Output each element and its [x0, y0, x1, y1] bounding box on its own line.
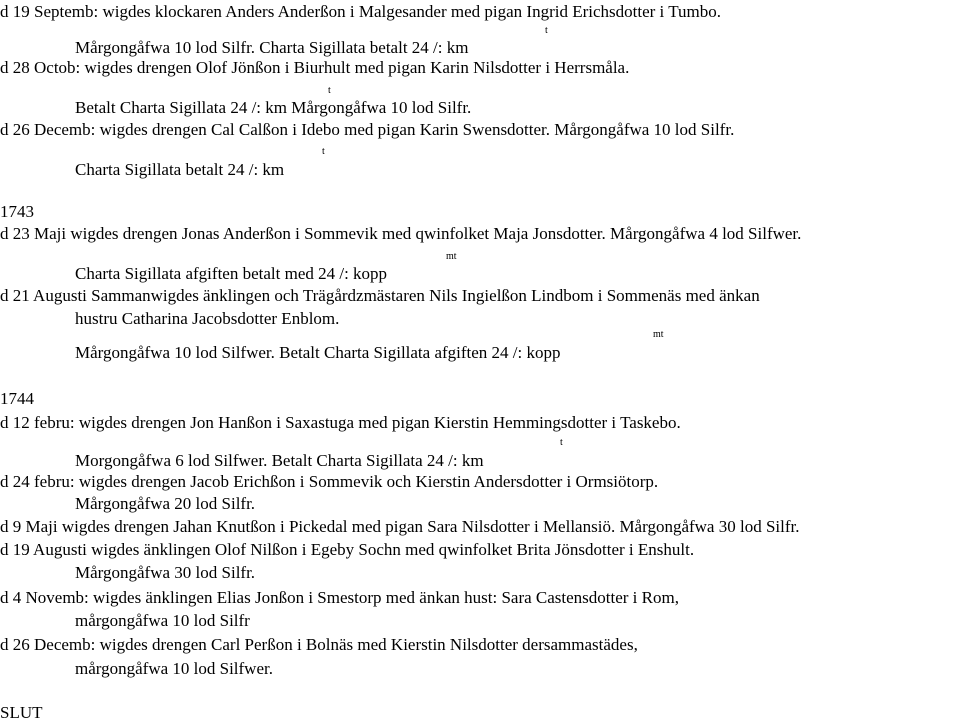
entry-text: Morgongåfwa 6 lod Silfwer. Betalt Charta Sigillata 24 /: km	[75, 451, 484, 470]
entry-line: d 19 Septemb: wigdes klockaren Anders Anderßon i Malgesander med pigan Ingrid Erichsdotter i Tumbo.	[0, 2, 721, 21]
entry-line: d 19 Augusti wigdes änklingen Olof Nilßon i Egeby Sochn med qwinfolket Brita Jönsdotter i Enshult.	[0, 540, 695, 559]
superscript: mt	[653, 329, 664, 340]
superscript: t	[322, 146, 325, 157]
entry-line: d 28 Octob: wigdes drengen Olof Jönßon i Biurhult med pigan Karin Nilsdotter i Herrsmåla.	[0, 58, 630, 77]
entry-line: Mårgongåfwa 20 lod Silfr.	[75, 494, 256, 513]
entry-line: d 26 Decemb: wigdes drengen Cal Calßon i Idebo med pigan Karin Swensdotter. Mårgongåfwa 10 lod Silfr.	[0, 120, 735, 139]
entry-line: d 24 febru: wigdes drengen Jacob Erichßon i Sommevik och Kierstin Andersdotter i Ormsiötorp.	[0, 472, 659, 491]
entry-line: d 23 Maji wigdes drengen Jonas Anderßon i Sommevik med qwinfolket Maja Jonsdotter. Mårgongåfwa 4 lod Silfwer.	[0, 224, 802, 243]
superscript: t	[545, 25, 548, 36]
entry-line	[75, 25, 548, 58]
superscript: mt	[446, 251, 457, 262]
entry-line	[75, 146, 325, 180]
entry-text: Mårgongåfwa 10 lod Silfwer. Betalt Charta Sigillata afgiften 24 /: kopp	[75, 343, 561, 362]
end-marker: SLUT	[0, 703, 43, 722]
entry-line: mårgongåfwa 10 lod Silfr	[75, 611, 250, 630]
year-heading: 1743	[0, 202, 34, 221]
entry-line	[75, 329, 664, 363]
superscript: t	[560, 437, 563, 448]
entry-line	[75, 251, 457, 284]
entry-line: d 9 Maji wigdes drengen Jahan Knutßon i Pickedal med pigan Sara Nilsdotter i Mellansiö. Mårgongåfwa 30 lod Silfr.	[0, 517, 800, 536]
entry-text: Charta Sigillata afgiften betalt med 24 /: kopp	[75, 264, 388, 283]
entry-line: hustru Catharina Jacobsdotter Enblom.	[75, 309, 340, 328]
entry-line	[75, 85, 472, 118]
superscript: t	[328, 85, 331, 96]
entry-line: d 12 febru: wigdes drengen Jon Hanßon i Saxastuga med pigan Kierstin Hemmingsdotter i Taskebo.	[0, 413, 681, 432]
entry-line: d 21 Augusti Sammanwigdes änklingen och Trägårdzmästaren Nils Ingielßon Lindbom i Sommenäs med änkan	[0, 286, 760, 305]
entry-text: Charta Sigillata betalt 24 /: km	[75, 160, 285, 179]
entry-text: Betalt Charta Sigillata 24 /: km Mårgongåfwa 10 lod Silfr.	[75, 98, 472, 117]
entry-line	[75, 437, 563, 471]
entry-line: d 26 Decemb: wigdes drengen Carl Perßon i Bolnäs med Kierstin Nilsdotter dersammastädes,	[0, 635, 638, 654]
entry-line: mårgongåfwa 10 lod Silfwer.	[75, 659, 273, 678]
entry-line: d 4 Novemb: wigdes änklingen Elias Jonßon i Smestorp med änkan hust: Sara Castensdotter i Rom,	[0, 588, 679, 607]
year-heading: 1744	[0, 389, 34, 408]
entry-line: Mårgongåfwa 30 lod Silfr.	[75, 563, 256, 582]
entry-text: Mårgongåfwa 10 lod Silfr. Charta Sigillata betalt 24 /: km	[75, 38, 469, 57]
